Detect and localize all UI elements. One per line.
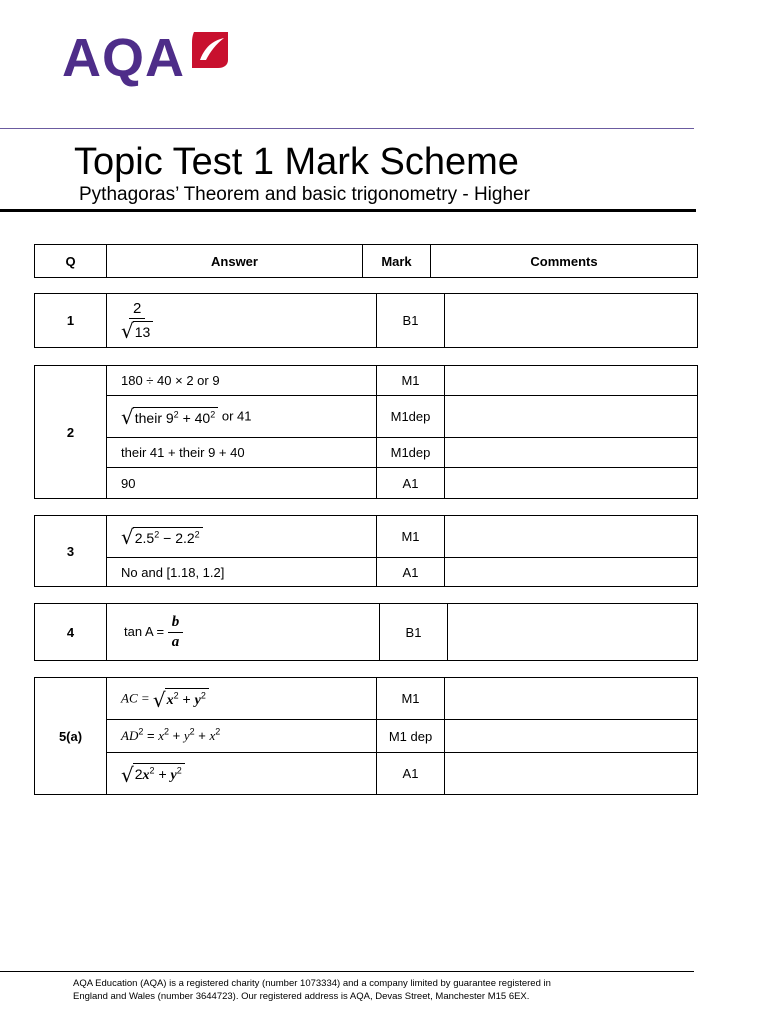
question-number: 1: [35, 294, 107, 348]
radicand: 13: [133, 321, 154, 341]
mark-cell: B1: [380, 604, 448, 661]
radical-icon: √: [121, 762, 134, 787]
radicand-term-b: − 2.2: [159, 529, 195, 546]
mark-cell: B1: [377, 294, 445, 348]
fraction-denominator: [121, 319, 153, 341]
answer-cell: [107, 396, 377, 438]
table-row: [35, 558, 698, 587]
mark-cell: M1: [377, 678, 445, 720]
logo-text: AQA: [62, 28, 185, 88]
footer-rule: [0, 971, 694, 972]
comments-cell: [445, 396, 698, 438]
footer-line-1: AQA Education (AQA) is a registered charity (number 1073334) and a company limited by guarantee registered in: [73, 978, 551, 989]
answer-cell: [107, 753, 377, 795]
comments-cell: [445, 720, 698, 753]
answer-cell: 180 ÷ 40 × 2 or 9: [107, 366, 377, 396]
table-row: [35, 604, 698, 661]
answer-cell: [107, 294, 377, 348]
mark-cell: M1: [377, 366, 445, 396]
header-table: [34, 244, 698, 278]
footer: [73, 977, 567, 1003]
table-row: [35, 720, 698, 753]
table-row: [35, 468, 698, 499]
header-mark: Mark: [363, 245, 431, 278]
table-row: [35, 516, 698, 558]
question-5a-table: [34, 677, 698, 795]
mark-cell: M1dep: [377, 438, 445, 468]
radicand: their $9^2 + 40^2$: [133, 407, 218, 427]
comments-cell: [445, 753, 698, 795]
table-row: [35, 366, 698, 396]
page-title: Topic Test 1 Mark Scheme: [74, 141, 519, 183]
mark-cell: A1: [377, 468, 445, 499]
radicand: $2.5^2 - 2.2^2$: [133, 527, 203, 547]
fraction-numerator: 2: [129, 301, 145, 319]
question-number: 3: [35, 516, 107, 587]
radical-icon: √: [121, 404, 134, 429]
footer-line-2: England and Wales (number 3644723). Our registered address is AQA, Devas Street, Manchester M15 6EX.: [73, 991, 530, 1002]
table-row: [35, 438, 698, 468]
header-rule: [0, 128, 694, 129]
answer-prefix: tan A =: [124, 623, 168, 639]
question-1-table: [34, 293, 698, 348]
fraction: [168, 615, 184, 650]
square-root: [153, 688, 209, 710]
radicand-term-b: + 40: [178, 409, 211, 426]
answer-equals: =: [143, 728, 159, 743]
table-row: [35, 396, 698, 438]
answer-prefix: AC =: [121, 689, 153, 705]
comments-cell: [445, 294, 698, 348]
answer-cell: $AD^2 = x^2 + y^2 + x^2$: [107, 720, 377, 753]
header-q: Q: [35, 245, 107, 278]
header-row: [35, 245, 698, 278]
aqa-logo: [62, 30, 232, 86]
comments-cell: [445, 468, 698, 499]
table-row: [35, 294, 698, 348]
question-4-table: [34, 603, 698, 661]
square-root: [121, 524, 203, 549]
mark-cell: A1: [377, 558, 445, 587]
radical-icon: √: [121, 318, 134, 343]
table-row: [35, 753, 698, 795]
question-number: 2: [35, 366, 107, 499]
question-number: 4: [35, 604, 107, 661]
radicand-term-a: their 9: [134, 409, 174, 426]
answer-prefix: AD: [121, 728, 139, 743]
fraction-denominator: a: [171, 633, 180, 650]
answer-cell: [107, 516, 377, 558]
fraction: [121, 301, 153, 341]
header-comments: Comments: [431, 245, 698, 278]
mark-cell: M1: [377, 516, 445, 558]
answer-cell: No and [1.18, 1.2]: [107, 558, 377, 587]
square-root: [121, 404, 218, 429]
comments-cell: [448, 604, 698, 661]
comments-cell: [445, 558, 698, 587]
comments-cell: [445, 516, 698, 558]
comments-cell: [445, 438, 698, 468]
fraction-numerator: b: [168, 615, 184, 633]
title-rule: [0, 209, 696, 212]
mark-cell: A1: [377, 753, 445, 795]
radical-icon: √: [152, 687, 166, 712]
comments-cell: [445, 366, 698, 396]
answer-cell: 90: [107, 468, 377, 499]
mark-cell: M1dep: [377, 396, 445, 438]
answer-cell: [107, 604, 380, 661]
question-number: 5(a): [35, 678, 107, 795]
answer-cell: their 41 + their 9 + 40: [107, 438, 377, 468]
table-row: [35, 678, 698, 720]
header-answer: Answer: [107, 245, 363, 278]
answer-suffix: or 41: [218, 407, 252, 423]
answer-cell: [107, 678, 377, 720]
question-2-table: [34, 365, 698, 499]
square-root: [121, 763, 185, 785]
radicand: $x^2 + y^2$: [165, 688, 209, 710]
comments-cell: [445, 678, 698, 720]
square-root: [121, 318, 153, 343]
radical-icon: √: [121, 524, 134, 549]
page-subtitle: Pythagoras’ Theorem and basic trigonometry - Higher: [79, 184, 530, 205]
radicand: $2x^2 + y^2$: [133, 763, 185, 785]
logo-swoosh-icon: [190, 30, 230, 70]
radicand-term-a: 2.5: [134, 529, 155, 546]
mark-cell: M1 dep: [377, 720, 445, 753]
question-3-table: [34, 515, 698, 587]
